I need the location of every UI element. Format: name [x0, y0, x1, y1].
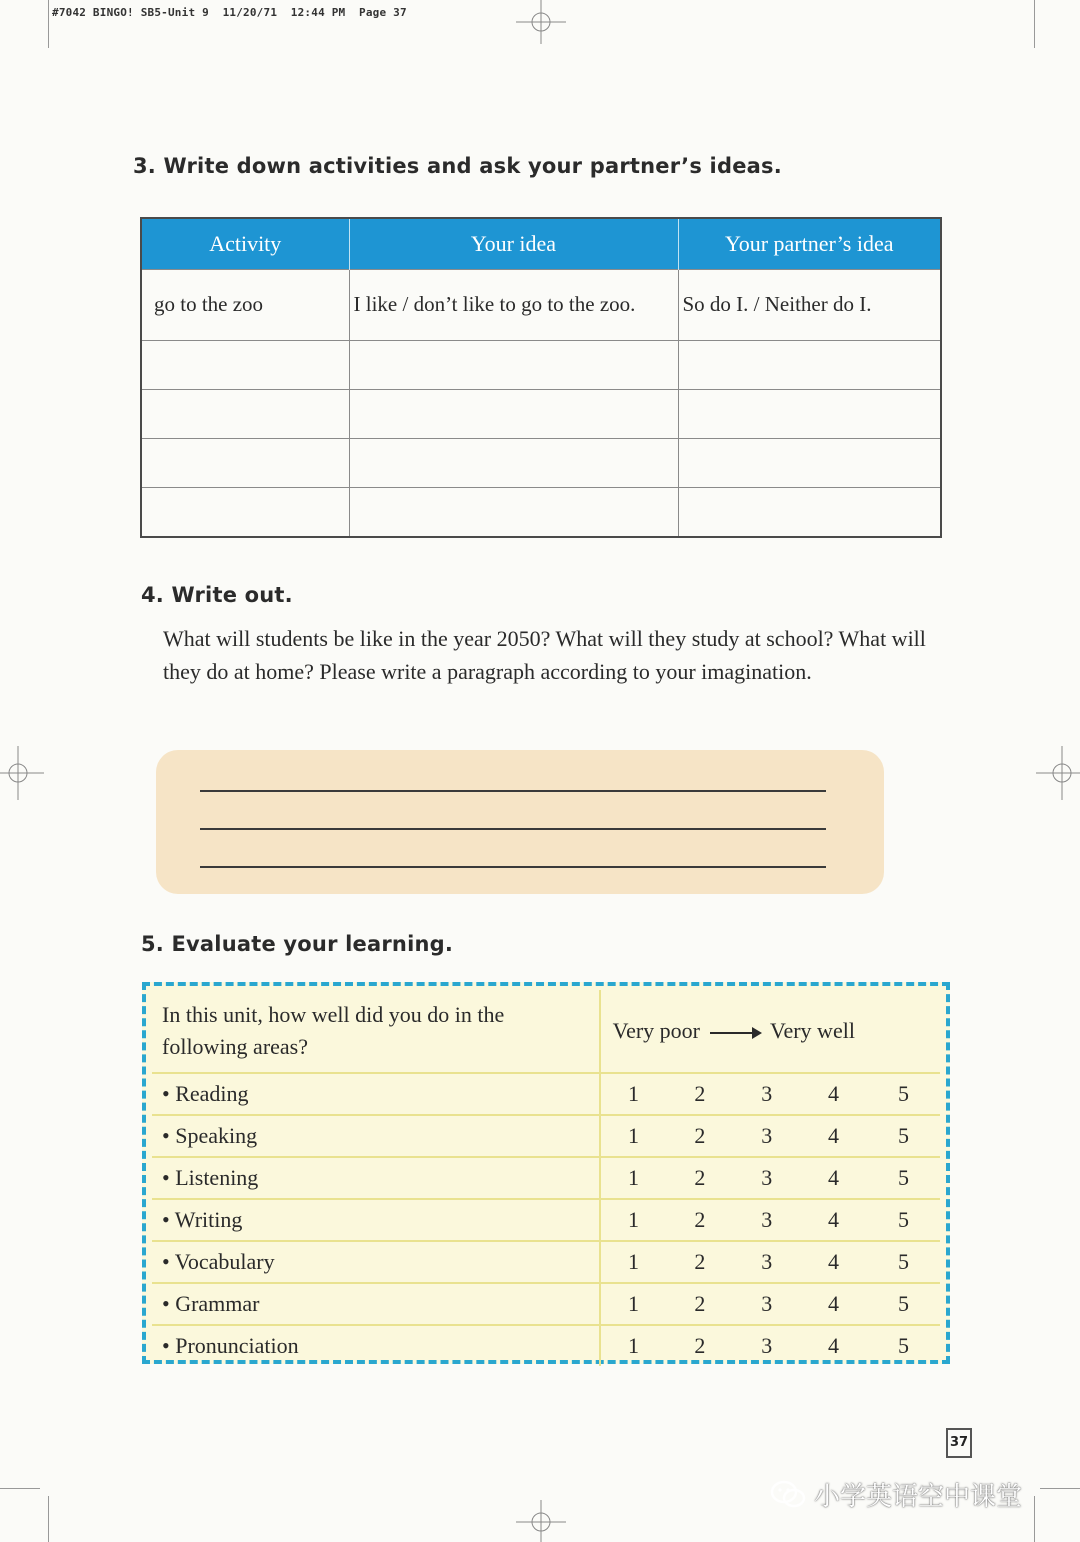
rating-option[interactable]: 3 — [733, 1157, 800, 1199]
area-label: • Pronunciation — [152, 1325, 600, 1366]
column-header-activity: Activity — [141, 218, 349, 270]
rating-option[interactable]: 1 — [600, 1073, 667, 1115]
blank-cell[interactable] — [678, 390, 941, 439]
rating-option[interactable]: 2 — [666, 1157, 733, 1199]
column-header-your-idea: Your idea — [349, 218, 678, 270]
column-header-partner-idea: Your partner’s idea — [678, 218, 941, 270]
rating-option[interactable]: 3 — [733, 1115, 800, 1157]
rating-option[interactable]: 5 — [867, 1199, 940, 1241]
table-row[interactable] — [141, 390, 941, 439]
rating-option[interactable]: 2 — [666, 1199, 733, 1241]
scale-high-label: Very well — [770, 1018, 855, 1043]
evaluation-table — [152, 990, 940, 1366]
rating-option[interactable]: 3 — [761, 1333, 773, 1358]
rating-option[interactable]: 5 — [867, 1283, 940, 1325]
rating-option[interactable]: 4 — [800, 1073, 867, 1115]
area-label: • Listening — [152, 1157, 600, 1199]
watermark — [770, 1476, 1022, 1513]
rating-option[interactable]: 3 — [733, 1199, 800, 1241]
wechat-icon — [770, 1480, 806, 1510]
rating-option[interactable]: 4 — [800, 1199, 867, 1241]
arrow-right-icon — [710, 1032, 760, 1034]
rating-option[interactable]: 2 — [666, 1115, 733, 1157]
rating-option[interactable]: 5 — [867, 1157, 940, 1199]
blank-cell[interactable] — [141, 390, 349, 439]
evaluation-row — [152, 1073, 940, 1115]
section-3-heading: 3. Write down activities and ask your partner’s ideas. — [133, 154, 782, 178]
table-row[interactable] — [141, 341, 941, 390]
area-label: • Reading — [152, 1073, 600, 1115]
example-activity: go to the zoo — [141, 270, 349, 341]
example-partner-idea: So do I. / Neither do I. — [678, 270, 941, 341]
rating-scale-legend — [600, 990, 940, 1073]
table-row[interactable] — [141, 488, 941, 538]
evaluation-row — [152, 1283, 940, 1325]
blank-cell[interactable] — [678, 488, 941, 538]
blank-cell[interactable] — [678, 439, 941, 488]
table-row[interactable] — [141, 439, 941, 488]
scale-low-label: Very poor — [612, 1018, 701, 1043]
evaluation-row — [152, 1241, 940, 1283]
area-label: • Writing — [152, 1199, 600, 1241]
blank-cell[interactable] — [349, 439, 678, 488]
evaluation-header-row — [152, 990, 940, 1073]
activity-table — [140, 217, 942, 538]
rating-option[interactable]: 5 — [867, 1073, 940, 1115]
rating-option[interactable]: 2 — [694, 1333, 706, 1358]
evaluation-row — [152, 1199, 940, 1241]
area-label: • Speaking — [152, 1115, 600, 1157]
registration-mark-left — [0, 746, 44, 800]
crop-mark — [48, 0, 49, 48]
rating-option[interactable]: 1 — [600, 1283, 667, 1325]
crop-mark — [0, 1488, 40, 1489]
blank-cell[interactable] — [141, 488, 349, 538]
watermark-text: 小学英语空中课堂 — [814, 1482, 1023, 1512]
crop-mark — [48, 1496, 49, 1542]
area-label: • Vocabulary — [152, 1241, 600, 1283]
blank-cell[interactable] — [141, 439, 349, 488]
writing-line[interactable] — [200, 790, 826, 792]
section-4-prompt: What will students be like in the year 2050? What will they study at school? What will they do at home? Please write a paragraph according to your imagination. — [163, 626, 926, 684]
printer-slug: #7042 BINGO! SB5-Unit 9 11/20/71 12:44 PM Page 37 — [52, 6, 407, 19]
evaluation-box — [142, 982, 950, 1364]
rating-option[interactable]: 4 — [800, 1115, 867, 1157]
rating-option[interactable]: 4 — [828, 1333, 840, 1358]
rating-option[interactable]: 2 — [666, 1241, 733, 1283]
rating-option[interactable]: 4 — [800, 1157, 867, 1199]
rating-option[interactable]: 5 — [867, 1241, 940, 1283]
rating-option[interactable]: 3 — [733, 1283, 800, 1325]
blank-cell[interactable] — [141, 341, 349, 390]
rating-option[interactable]: 4 — [800, 1283, 867, 1325]
evaluation-row — [152, 1325, 940, 1366]
section-5-heading: 5. Evaluate your learning. — [141, 932, 454, 956]
writing-box[interactable] — [156, 750, 884, 894]
rating-option[interactable]: 4 — [800, 1241, 867, 1283]
rating-option[interactable]: 1 — [628, 1333, 640, 1358]
rating-option[interactable]: 1 — [600, 1157, 667, 1199]
page-number: 37 — [946, 1428, 972, 1458]
crop-mark — [1040, 1488, 1080, 1489]
evaluation-row — [152, 1115, 940, 1157]
registration-mark-right — [1036, 746, 1080, 800]
evaluation-row — [152, 1157, 940, 1199]
registration-mark-top — [516, 0, 566, 44]
blank-cell[interactable] — [349, 390, 678, 439]
rating-option[interactable]: 2 — [666, 1073, 733, 1115]
blank-cell[interactable] — [349, 488, 678, 538]
rating-option[interactable]: 5 — [897, 1333, 909, 1358]
writing-line[interactable] — [200, 866, 826, 868]
blank-cell[interactable] — [678, 341, 941, 390]
area-label: • Grammar — [152, 1283, 600, 1325]
rating-option[interactable]: 1 — [600, 1241, 667, 1283]
rating-option[interactable]: 1 — [600, 1199, 667, 1241]
rating-option[interactable]: 3 — [733, 1073, 800, 1115]
writing-line[interactable] — [200, 828, 826, 830]
example-idea: I like / don’t like to go to the zoo. — [349, 270, 678, 341]
rating-option[interactable]: 3 — [733, 1241, 800, 1283]
rating-option[interactable]: 5 — [867, 1115, 940, 1157]
table-header-row — [141, 218, 941, 270]
section-4-heading: 4. Write out. — [141, 583, 293, 607]
registration-mark-bottom — [516, 1500, 566, 1542]
crop-mark — [1034, 0, 1035, 48]
crop-mark — [1034, 1496, 1035, 1542]
evaluation-question: In this unit, how well did you do in the following areas? — [152, 990, 600, 1073]
blank-cell[interactable] — [349, 341, 678, 390]
table-row — [141, 270, 941, 341]
rating-option[interactable]: 2 — [666, 1283, 733, 1325]
rating-option[interactable]: 1 — [600, 1115, 667, 1157]
